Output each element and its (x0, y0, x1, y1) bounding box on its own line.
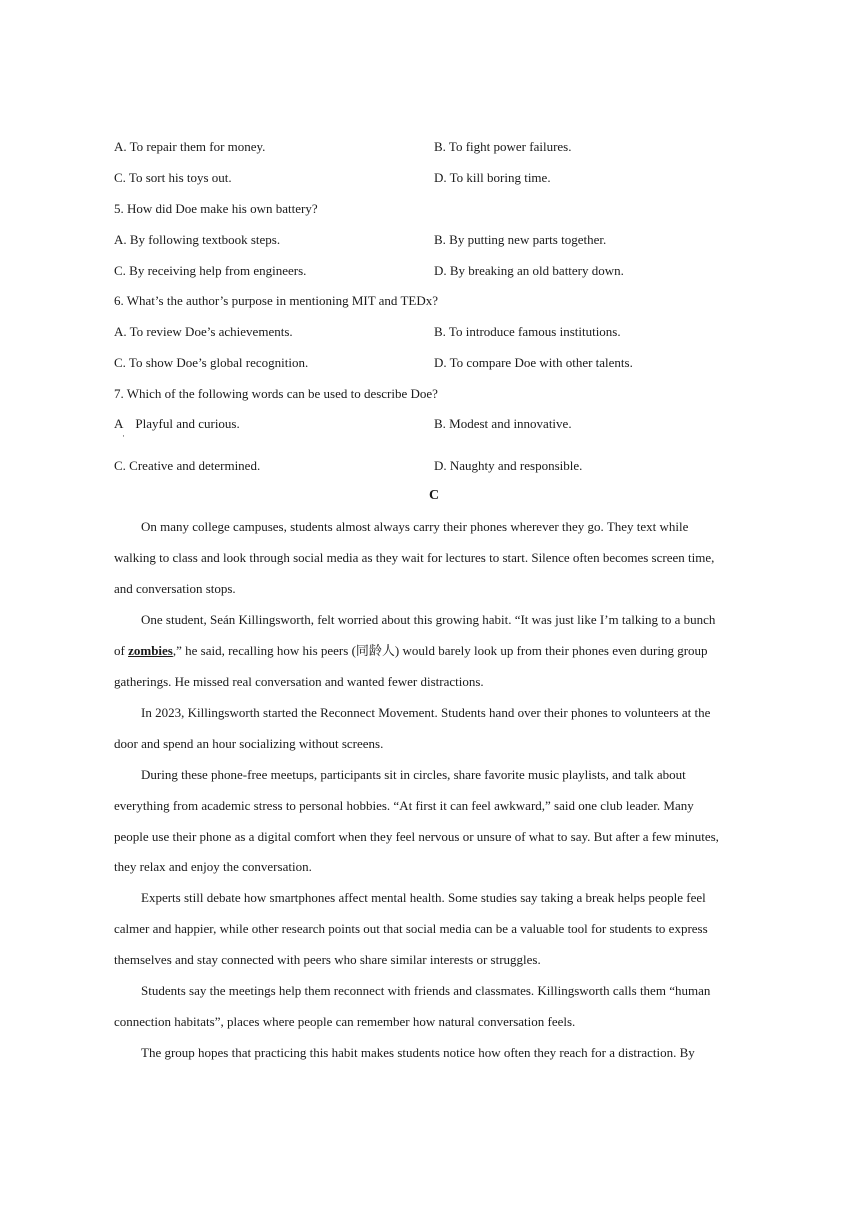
passage-line: On many college campuses, students almost always carry their phones wherever they go. They text while (141, 519, 689, 534)
passage-line (114, 643, 708, 659)
passage-line: connection habitats”, places where people can remember how natural conversation feels. (114, 1014, 576, 1029)
q4-option-d: D. To kill boring time. (434, 170, 551, 185)
q5-stem: 5. How did Doe make his own battery? (114, 201, 318, 216)
q5-option-d: D. By breaking an old battery down. (434, 263, 624, 278)
q5-option-a: A. By following textbook steps. (114, 232, 281, 247)
q7-option-d: D. Naughty and responsible. (434, 458, 583, 473)
highlighted-word: zombies (128, 643, 173, 658)
q4-option-c: C. To sort his toys out. (114, 170, 232, 185)
q6-option-c: C. To show Doe’s global recognition. (114, 355, 309, 370)
q7-option-a-letter: A (114, 416, 124, 431)
q7-option-a (114, 416, 240, 432)
q6-option-a: A. To review Doe’s achievements. (114, 324, 293, 339)
passage-line: they relax and enjoy the conversation. (114, 859, 312, 874)
passage-line: In 2023, Killingsworth started the Reconnect Movement. Students hand over their phones to volunteers at the (141, 705, 711, 720)
passage-text: ,” he said, recalling how his peers (同龄人) would barely look up from their phones even during group (172, 643, 708, 658)
passage-text: of (114, 643, 125, 658)
passage-line: walking to class and look through social media as they wait for lectures to start. Silence often becomes screen time, (114, 550, 715, 565)
q6-option-d: D. To compare Doe with other talents. (434, 355, 633, 370)
q7-option-b: B. Modest and innovative. (434, 416, 572, 431)
passage-line: door and spend an hour socializing without screens. (114, 736, 384, 751)
passage-line: themselves and stay connected with peers who share similar interests or struggles. (114, 952, 541, 967)
passage-line: Experts still debate how smartphones affect mental health. Some studies say taking a break helps people feel (141, 890, 706, 905)
q5-option-b: B. By putting new parts together. (434, 232, 607, 247)
q6-option-b: B. To introduce famous institutions. (434, 324, 621, 339)
passage-line: calmer and happier, while other research points out that social media can be a valuable tool for students to express (114, 921, 708, 936)
passage-line: gatherings. He missed real conversation and wanted fewer distractions. (114, 674, 484, 689)
q4-option-a: A. To repair them for money. (114, 139, 266, 154)
passage-line: The group hopes that practicing this habit makes students notice how often they reach for a distraction. By (141, 1045, 695, 1060)
passage-line: During these phone-free meetups, participants sit in circles, share favorite music playlists, and talk about (141, 767, 686, 782)
q5-option-c: C. By receiving help from engineers. (114, 263, 307, 278)
passage-line: people use their phone as a digital comfort when they feel nervous or unsure of what to say. But after a few minutes, (114, 829, 719, 844)
q4-option-b: B. To fight power failures. (434, 139, 572, 154)
section-heading: C (428, 488, 440, 503)
passage-line: and conversation stops. (114, 581, 236, 596)
q7-option-a-text: Playful and curious. (135, 416, 240, 431)
passage-line: everything from academic stress to personal hobbies. “At first it can feel awkward,” said one club leader. Many (114, 798, 694, 813)
q7-option-a-mark: · (122, 431, 125, 441)
q7-option-c: C. Creative and determined. (114, 458, 261, 473)
q6-stem: 6. What’s the author’s purpose in mentioning MIT and TEDx? (114, 293, 438, 308)
passage-line: Students say the meetings help them reconnect with friends and classmates. Killingsworth calls them “human (141, 983, 711, 998)
q7-stem: 7. Which of the following words can be used to describe Doe? (114, 386, 438, 401)
passage-line: One student, Seán Killingsworth, felt worried about this growing habit. “It was just like I’m talking to a bunch (141, 612, 716, 627)
